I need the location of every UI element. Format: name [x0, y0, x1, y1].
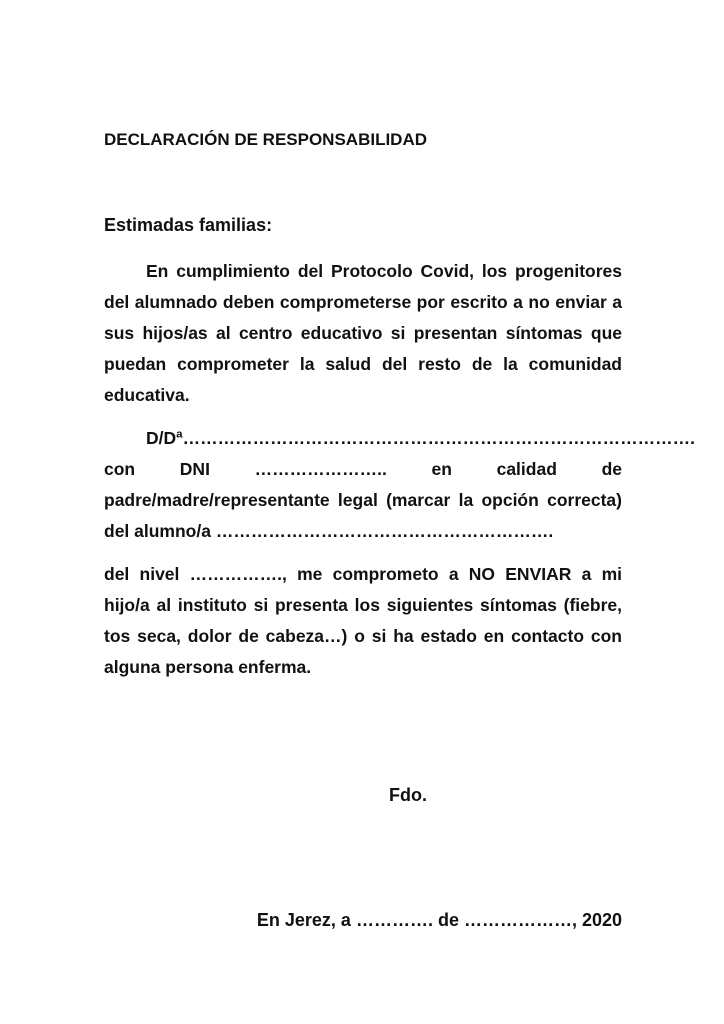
- paragraph-commitment: del nivel ……………., me comprometo a NO ENVIAR a mi hijo/a al instituto si presenta los siguientes síntomas (fiebre, tos seca, dolor de cabeza…) o si ha estado en contacto con alguna persona enferma.: [104, 564, 622, 677]
- place-date-line: En Jerez, a …………. de ………………, 2020: [256, 910, 622, 930]
- signature-label: Fdo.: [389, 785, 427, 805]
- paragraph-identification: D/Dª……………………………………………………………………………. con DNI ………………….. en calidad de padre/madre/representante legal (marcar la opción correcta) del alumno/a ………………………………………………….: [104, 428, 695, 541]
- paragraph-protocol: En cumplimiento del Protocolo Covid, los progenitores del alumnado deben comprometerse por escrito a no enviar a sus hijos/as al centro educativo si presentan síntomas que puedan comprometer la salud del resto de la comunidad educativa.: [104, 261, 622, 405]
- greeting: Estimadas familias:: [104, 215, 273, 235]
- document-title: DECLARACIÓN DE RESPONSABILIDAD: [104, 130, 428, 149]
